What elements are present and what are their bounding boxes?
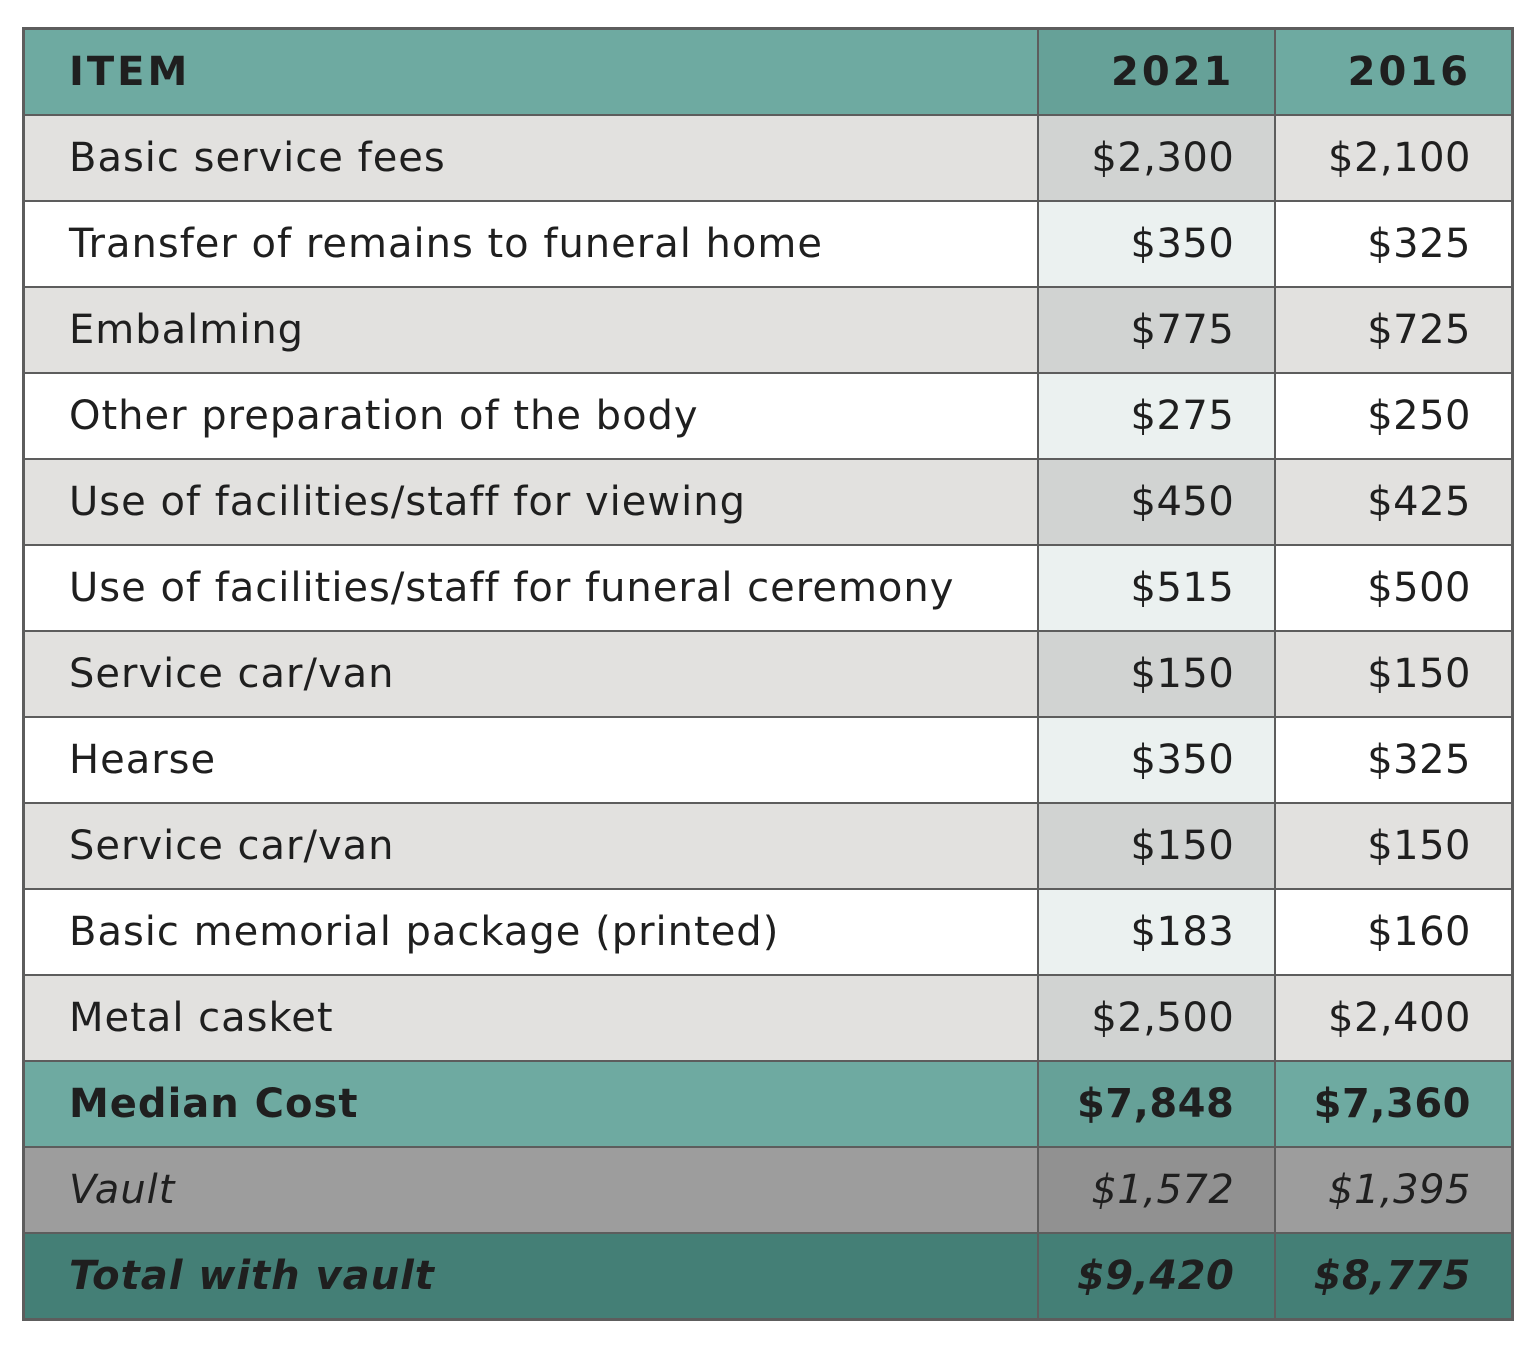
median-cost-label: Median Cost xyxy=(24,1061,1039,1147)
item-label: Other preparation of the body xyxy=(24,373,1039,459)
cost-2021: $515 xyxy=(1038,545,1275,631)
item-label: Transfer of remains to funeral home xyxy=(24,201,1039,287)
table-row xyxy=(24,201,1513,287)
vault-label: Vault xyxy=(24,1147,1039,1233)
cost-2021: $2,500 xyxy=(1038,975,1275,1061)
vault-2016: $1,395 xyxy=(1275,1147,1512,1233)
table-row xyxy=(24,975,1513,1061)
vault-row xyxy=(24,1147,1513,1233)
item-label: Use of facilities/staff for viewing xyxy=(24,459,1039,545)
item-label: Hearse xyxy=(24,717,1039,803)
column-header-2021: 2021 xyxy=(1038,29,1275,116)
item-label: Basic memorial package (printed) xyxy=(24,889,1039,975)
cost-2021: $2,300 xyxy=(1038,115,1275,201)
table-row xyxy=(24,287,1513,373)
cost-2016: $325 xyxy=(1275,717,1512,803)
cost-2021: $150 xyxy=(1038,631,1275,717)
total-with-vault-2021: $9,420 xyxy=(1038,1233,1275,1320)
cost-2021: $450 xyxy=(1038,459,1275,545)
cost-2016: $2,100 xyxy=(1275,115,1512,201)
cost-2016: $725 xyxy=(1275,287,1512,373)
item-label: Service car/van xyxy=(24,803,1039,889)
cost-2016: $150 xyxy=(1275,803,1512,889)
cost-2016: $160 xyxy=(1275,889,1512,975)
median-cost-2016: $7,360 xyxy=(1275,1061,1512,1147)
table-row xyxy=(24,459,1513,545)
column-header-2016: 2016 xyxy=(1275,29,1512,116)
median-cost-row xyxy=(24,1061,1513,1147)
item-label: Basic service fees xyxy=(24,115,1039,201)
vault-2021: $1,572 xyxy=(1038,1147,1275,1233)
cost-2016: $250 xyxy=(1275,373,1512,459)
cost-2021: $183 xyxy=(1038,889,1275,975)
table-row xyxy=(24,889,1513,975)
cost-2021: $150 xyxy=(1038,803,1275,889)
table-row xyxy=(24,115,1513,201)
table-body xyxy=(24,115,1513,1320)
cost-2016: $500 xyxy=(1275,545,1512,631)
cost-2021: $350 xyxy=(1038,717,1275,803)
cost-2016: $2,400 xyxy=(1275,975,1512,1061)
total-with-vault-2016: $8,775 xyxy=(1275,1233,1512,1320)
item-label: Use of facilities/staff for funeral ceremony xyxy=(24,545,1039,631)
total-with-vault-row xyxy=(24,1233,1513,1320)
table-row xyxy=(24,631,1513,717)
item-label: Service car/van xyxy=(24,631,1039,717)
cost-table xyxy=(22,27,1514,1321)
cost-2016: $325 xyxy=(1275,201,1512,287)
cost-2021: $775 xyxy=(1038,287,1275,373)
table-row xyxy=(24,545,1513,631)
table-row xyxy=(24,803,1513,889)
cost-2016: $425 xyxy=(1275,459,1512,545)
cost-2016: $150 xyxy=(1275,631,1512,717)
cost-2021: $350 xyxy=(1038,201,1275,287)
table-header-row xyxy=(24,29,1513,116)
table-row xyxy=(24,373,1513,459)
column-header-item: ITEM xyxy=(24,29,1039,116)
total-with-vault-label: Total with vault xyxy=(24,1233,1039,1320)
table-row xyxy=(24,717,1513,803)
cost-2021: $275 xyxy=(1038,373,1275,459)
item-label: Metal casket xyxy=(24,975,1039,1061)
median-cost-2021: $7,848 xyxy=(1038,1061,1275,1147)
item-label: Embalming xyxy=(24,287,1039,373)
